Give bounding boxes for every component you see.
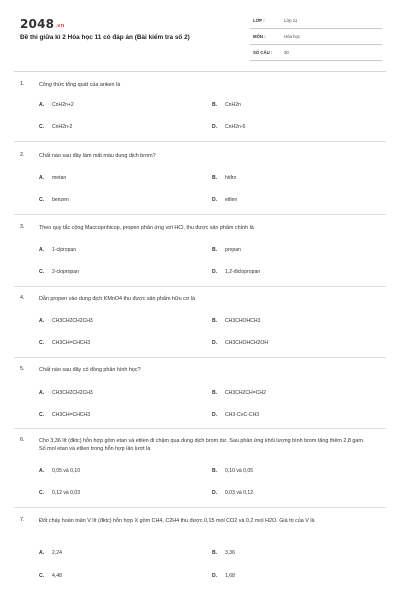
- meta-row-class: [250, 16, 382, 29]
- option-letter: D.: [212, 124, 218, 130]
- question-number: 4.: [20, 295, 25, 301]
- question-divider: [14, 357, 386, 358]
- option-text: 0,12 và 0,03: [52, 490, 81, 496]
- option-letter: A.: [39, 175, 45, 181]
- question-divider: [14, 141, 386, 142]
- option-text: CH3CH2CH2CH3: [52, 318, 93, 324]
- question-text: Cho 3,36 lít (đktc) hỗn hợp gồm etan và etilen đi chậm qua dung dịch brom dư. Sau phản ứng khối lượng bình brom tăng thêm 2,8 gam. Số mol etan và etilen trong hỗn hợp lần lượt là: [39, 438, 365, 452]
- option-text: 0,03 và 0,12: [225, 490, 254, 496]
- question-text: Chất nào sau đây làm mất màu dung dịch brom?: [39, 153, 156, 159]
- option-letter: A.: [39, 550, 45, 556]
- meta-value: Hóa học: [284, 34, 301, 39]
- option-a[interactable]: [39, 390, 93, 396]
- question-text: Đốt cháy hoàn toàn V lít (đktc) hỗn hợp X gồm CH4, C2H4 thu được 0,15 mol CO2 và 0,2 mol H2O. Giá trị của V là: [39, 518, 315, 524]
- header-divider: [14, 71, 386, 72]
- question-divider: [14, 286, 386, 287]
- option-text: CnH2n: [225, 102, 241, 108]
- option-letter: C.: [39, 197, 45, 203]
- question-number: 1.: [20, 81, 25, 87]
- option-letter: D.: [212, 197, 218, 203]
- option-letter: A.: [39, 247, 45, 253]
- option-b[interactable]: [212, 468, 253, 474]
- option-letter: C.: [39, 573, 45, 579]
- option-c[interactable]: [39, 269, 79, 275]
- option-b[interactable]: [212, 318, 260, 324]
- question-number: 2.: [20, 152, 25, 158]
- option-text: CnH2n-2: [52, 124, 73, 130]
- logo-suffix: .vn: [55, 23, 65, 29]
- question-text: Theo quy tắc cộng Maccopnhicop, propen phản ứng với HCl, thu được sản phẩm chính là: [39, 225, 254, 231]
- option-c[interactable]: [39, 573, 62, 579]
- option-text: CH3CHOHCH3: [225, 318, 261, 324]
- site-logo[interactable]: [20, 17, 65, 31]
- option-letter: C.: [39, 124, 45, 130]
- option-letter: A.: [39, 102, 45, 108]
- question-text: Dẫn propen vào dung dịch KMnO4 thu được sản phẩm hữu cơ là: [39, 296, 196, 302]
- option-a[interactable]: [39, 550, 62, 556]
- option-d[interactable]: [212, 573, 235, 579]
- option-text: 3,36: [225, 550, 235, 556]
- option-text: 2,24: [52, 550, 62, 556]
- option-letter: D.: [212, 490, 218, 496]
- option-letter: C.: [39, 269, 45, 275]
- option-d[interactable]: [212, 340, 268, 346]
- question-divider: [14, 214, 386, 215]
- option-d[interactable]: [212, 412, 259, 418]
- option-letter: B.: [212, 102, 218, 108]
- option-a[interactable]: [39, 102, 74, 108]
- page-title: Đề thi giữa kì 2 Hóa học 11 có đáp án (Bài kiểm tra số 2): [20, 34, 190, 41]
- meta-label: MÔN :: [253, 34, 266, 39]
- option-letter: D.: [212, 412, 218, 418]
- meta-label: SỐ CÂU :: [253, 50, 273, 55]
- option-text: benzen: [52, 197, 69, 203]
- question-divider: [14, 507, 386, 508]
- question-number: 7.: [20, 517, 25, 523]
- question-number: 3.: [20, 224, 25, 230]
- option-text: propan: [225, 247, 241, 253]
- meta-row-subject: [250, 32, 382, 45]
- option-letter: C.: [39, 340, 45, 346]
- option-text: metan: [52, 175, 67, 181]
- option-d[interactable]: [212, 197, 237, 203]
- option-text: hiđro: [225, 175, 237, 181]
- option-text: CH3CH=CHCH3: [52, 412, 91, 418]
- option-c[interactable]: [39, 124, 72, 130]
- logo-number: 2048: [20, 17, 55, 31]
- meta-row-count: [250, 48, 382, 61]
- option-letter: D.: [212, 573, 218, 579]
- option-letter: B.: [212, 550, 218, 556]
- meta-value: 30: [284, 50, 289, 55]
- option-c[interactable]: [39, 340, 90, 346]
- option-text: etilen: [225, 197, 238, 203]
- option-b[interactable]: [212, 175, 236, 181]
- exam-meta: [250, 16, 382, 64]
- option-letter: A.: [39, 390, 45, 396]
- option-text: 0,05 và 0,10: [52, 468, 81, 474]
- option-letter: B.: [212, 175, 218, 181]
- option-text: 0,10 và 0,05: [225, 468, 254, 474]
- option-letter: A.: [39, 468, 45, 474]
- option-letter: C.: [39, 490, 45, 496]
- option-text: CnH2n-6: [225, 124, 246, 130]
- option-text: CH3CH2CH=CH2: [225, 390, 266, 396]
- option-b[interactable]: [212, 390, 266, 396]
- option-text: CH3CH2CH2CH3: [52, 390, 93, 396]
- option-letter: B.: [212, 390, 218, 396]
- question-text: Công thức tổng quát của anken là: [39, 82, 121, 88]
- option-b[interactable]: [212, 550, 235, 556]
- option-letter: C.: [39, 412, 45, 418]
- option-a[interactable]: [39, 247, 76, 253]
- option-a[interactable]: [39, 318, 93, 324]
- page-header: [0, 0, 400, 72]
- option-letter: B.: [212, 318, 218, 324]
- option-d[interactable]: [212, 490, 253, 496]
- option-a[interactable]: [39, 175, 66, 181]
- option-letter: A.: [39, 318, 45, 324]
- option-text: 1,68: [225, 573, 235, 579]
- option-b[interactable]: [212, 102, 241, 108]
- question-text: Chất nào sau đây có đồng phân hình học?: [39, 367, 141, 373]
- option-c[interactable]: [39, 490, 80, 496]
- option-text: CnH2n+2: [52, 102, 74, 108]
- option-text: 4,48: [52, 573, 62, 579]
- option-text: CH3-C≡C-CH3: [225, 412, 260, 418]
- option-d[interactable]: [212, 124, 245, 130]
- option-text: 1-clpropan: [52, 247, 77, 253]
- option-letter: D.: [212, 269, 218, 275]
- option-text: 1,2-đicloprop​an: [225, 269, 261, 275]
- meta-value: Lớp 11: [284, 18, 298, 23]
- option-letter: D.: [212, 340, 218, 346]
- question-number: 6.: [20, 437, 25, 443]
- option-text: CH3CHOHCH2OH: [225, 340, 269, 346]
- option-c[interactable]: [39, 412, 90, 418]
- question-divider: [14, 428, 386, 429]
- option-a[interactable]: [39, 468, 80, 474]
- option-c[interactable]: [39, 197, 69, 203]
- option-text: CH3CH=CHCH3: [52, 340, 91, 346]
- option-d[interactable]: [212, 269, 260, 275]
- meta-label: LỚP :: [253, 18, 265, 23]
- question-number: 5.: [20, 366, 25, 372]
- option-b[interactable]: [212, 247, 241, 253]
- option-letter: B.: [212, 247, 218, 253]
- option-letter: B.: [212, 468, 218, 474]
- option-text: 2-clopropan: [52, 269, 79, 275]
